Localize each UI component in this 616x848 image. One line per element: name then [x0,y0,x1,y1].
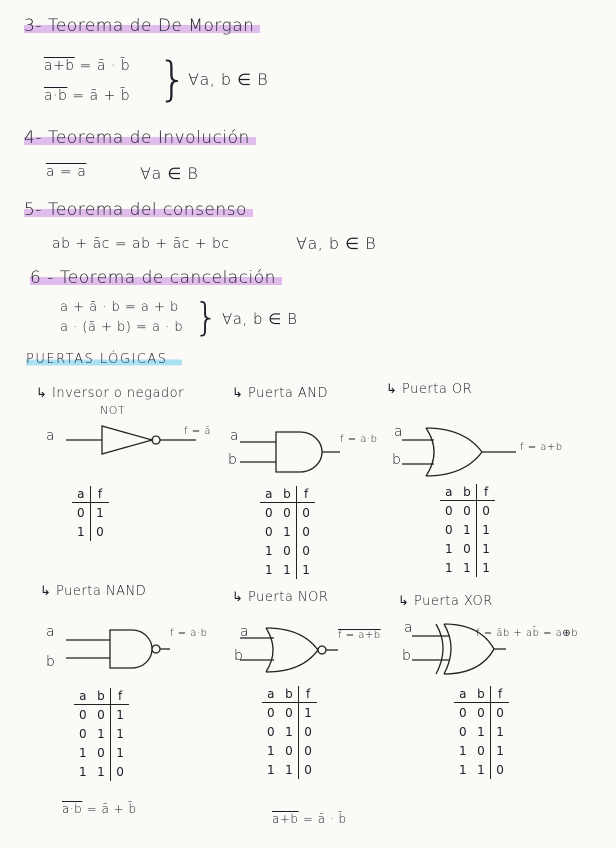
involucion-double-bar: a = a [46,164,87,180]
demorgan-quantifier: ∀a, b ∈ B [188,70,269,89]
table-row: 0 1 1 [454,722,509,741]
and-input-b: b [228,452,238,468]
demorgan-line1 [44,58,130,74]
not-truth-table [72,486,109,541]
table-row: 1 0 1 [454,741,509,760]
nand-output-label: f = a·b [170,628,208,639]
tt-header: a [72,486,91,503]
table-row: 1 1 0 [262,760,317,779]
involucion-formula [46,164,86,180]
tt-header: a [260,486,278,503]
table-row: 1 0 1 [440,539,495,558]
nand-input-b: b [46,654,56,670]
not-input-a: a [46,428,56,444]
demorgan-title: 3- Teorema de De Morgan [24,16,260,36]
or-gate-symbol [398,428,518,476]
table-row: 1 0 1 [74,743,129,762]
nor-truth-table [262,686,317,779]
nor-input-a: a [240,624,250,640]
table-row: 0 1 [72,503,109,523]
and-output-label: f = a·b [340,434,378,445]
table-row: 0 1 1 [74,724,129,743]
consenso-quantifier: ∀a, b ∈ B [296,234,377,253]
nand-gate-symbol [66,628,186,672]
table-row: 0 0 1 [74,705,129,725]
or-output-label: f = a+b [520,442,563,453]
not-gate-subtitle: NOT [100,404,126,417]
involucion-title: 4- Teorema de Involución [24,128,256,148]
and-input-a: a [230,428,240,444]
xor-input-a: a [404,620,414,636]
involucion-quantifier: ∀a ∈ B [140,164,199,183]
xor-input-b: b [402,648,412,664]
and-gate-title: ↳ Puerta AND [232,386,329,401]
table-row: 1 0 0 [260,541,315,560]
cancelacion-line2: a · (ā + b) = a · b [60,320,184,335]
demorgan-line2 [44,88,130,104]
nor-output-label: f = a+b [338,630,381,641]
table-row: 1 0 0 [262,741,317,760]
demorgan-line2-rhs: = ā + b̄ [72,88,131,104]
nor-gate-title: ↳ Puerta NOR [232,590,329,605]
tt-header: b [278,486,297,503]
cancelacion-line1: a + ā · b = a + b [60,300,179,315]
nand-identity: a·b = ā + b̄ [62,802,137,816]
tt-header: f [111,688,130,705]
table-row: 0 0 0 [260,503,315,523]
tt-header: f [299,686,318,703]
nand-truth-table [74,688,129,781]
or-input-a: a [394,424,404,440]
nor-identity: a+b = ā · b̄ [272,812,347,826]
and-truth-table [260,486,315,579]
nand-gate-title: ↳ Puerta NAND [40,584,147,599]
table-row: 0 1 0 [260,522,315,541]
table-row: 0 1 0 [262,722,317,741]
nor-gate-symbol [240,628,350,676]
table-row: 0 0 0 [454,703,509,723]
not-gate-symbol [66,424,196,464]
tt-header: b [92,688,111,705]
table-row: 1 1 1 [260,560,315,579]
tt-header: f [491,686,510,703]
tt-header: b [280,686,299,703]
table-row: 0 0 1 [262,703,317,723]
puertas-title: PUERTAS LÓGICAS [26,352,182,367]
or-gate-title: ↳ Puerta OR [386,382,473,397]
or-truth-table [440,484,495,577]
xor-output-label: f = āb + ab̄ = a⊕b [476,628,579,639]
demorgan-line2-lhs: a·b [44,88,68,104]
cancelacion-title: 6 - Teorema de cancelación [30,268,282,288]
tt-header: f [477,484,496,501]
table-row: 0 0 0 [440,501,495,521]
demorgan-brace: } [158,52,188,106]
table-row: 1 1 0 [454,760,509,779]
consenso-formula: ab + āc = ab + āc + bc [52,236,230,252]
tt-header: a [262,686,280,703]
cancelacion-brace: } [194,295,219,339]
tt-header: f [91,486,110,503]
table-row: 1 0 [72,522,109,541]
not-output-label: f = ā [184,426,211,437]
table-row: 1 1 0 [74,762,129,781]
xor-truth-table [454,686,509,779]
consenso-title: 5- Teorema del consenso [24,200,253,220]
or-input-b: b [392,452,402,468]
tt-header: f [297,486,316,503]
tt-header: a [74,688,92,705]
demorgan-line1-rhs: = ā · b̄ [79,58,131,74]
tt-header: b [458,484,477,501]
and-gate-symbol [240,432,350,476]
demorgan-line1-lhs: a+b [44,58,75,74]
cancelacion-quantifier: ∀a, b ∈ B [222,310,298,328]
nand-input-a: a [46,624,56,640]
table-row: 1 1 1 [440,558,495,577]
not-gate-title: ↳ Inversor o negador [36,386,184,401]
nor-input-b: b [234,648,244,664]
tt-header: a [440,484,458,501]
table-row: 0 1 1 [440,520,495,539]
xor-gate-title: ↳ Puerta XOR [398,594,493,609]
tt-header: b [472,686,491,703]
tt-header: a [454,686,472,703]
